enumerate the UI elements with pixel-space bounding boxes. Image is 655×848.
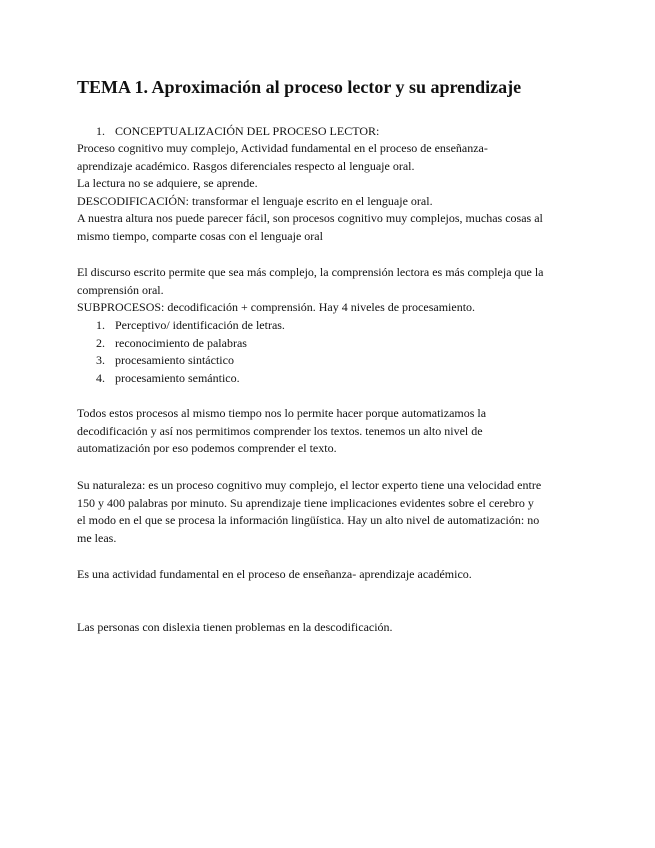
- paragraph-line: el modo en el que se procesa la información lingüística. Hay un alto nivel de automatización: no: [77, 513, 540, 527]
- section-heading-row: [77, 123, 582, 141]
- list-item-label: procesamiento semántico.: [115, 370, 240, 385]
- paragraph-line: El discurso escrito permite que sea más complejo, la comprensión lectora es más compleja que la: [77, 265, 544, 279]
- paragraph-2: [77, 264, 582, 317]
- paragraph-line: mismo tiempo, comparte cosas con el lenguaje oral: [77, 228, 323, 243]
- list-item-label: Perceptivo/ identificación de letras.: [115, 318, 285, 332]
- paragraph-line: automatización por eso podemos comprender el texto.: [77, 441, 337, 455]
- paragraph-1: [77, 140, 582, 245]
- paragraph-6: [77, 619, 582, 637]
- paragraph-line: Proceso cognitivo muy complejo, Actividad fundamental en el proceso de enseñanza-: [77, 141, 488, 155]
- list-item-number: 4.: [96, 370, 105, 385]
- paragraph-3: [77, 405, 582, 458]
- list-item: [77, 370, 582, 388]
- paragraph-line: me leas.: [77, 530, 117, 545]
- paragraph-line: Todos estos procesos al mismo tiempo nos lo permite hacer porque automatizamos la: [77, 406, 487, 420]
- levels-list: [77, 317, 582, 387]
- paragraph-line: A nuestra altura nos puede parecer fácil, son procesos cognitivo muy complejos, muchas cosas al: [77, 211, 543, 225]
- list-item-number: 2.: [96, 335, 105, 350]
- paragraph-line: comprensión oral.: [77, 282, 164, 297]
- section-title: CONCEPTUALIZACIÓN DEL PROCESO LECTOR:: [115, 124, 380, 138]
- list-item-label: procesamiento sintáctico: [115, 353, 234, 367]
- paragraph-line: Las personas con dislexia tienen problemas en la descodificación.: [77, 620, 393, 634]
- list-item: [77, 335, 582, 353]
- list-item-number: 3.: [96, 353, 105, 367]
- paragraph-line: aprendizaje académico. Rasgos diferenciales respecto al lenguaje oral.: [77, 158, 415, 173]
- list-item: [77, 352, 582, 370]
- paragraph-4: [77, 477, 582, 547]
- paragraph-line: DESCODIFICACIÓN: transformar el lenguaje escrito en el lenguaje oral.: [77, 193, 433, 208]
- paragraph-line: SUBPROCESOS: decodificación + comprensión. Hay 4 niveles de procesamiento.: [77, 300, 476, 314]
- paragraph-line: Es una actividad fundamental en el proceso de enseñanza- aprendizaje académico.: [77, 567, 472, 581]
- section-heading: [77, 123, 582, 141]
- section-number: 1.: [96, 124, 105, 138]
- paragraph-line: La lectura no se adquiere, se aprende.: [77, 176, 258, 190]
- list-item-number: 1.: [96, 318, 105, 332]
- paragraph-line: Su naturaleza: es un proceso cognitivo muy complejo, el lector experto tiene una velocidad entre: [77, 478, 542, 492]
- page-title: TEMA 1. Aproximación al proceso lector y su aprendizaje: [77, 77, 522, 97]
- paragraph-5: [77, 566, 582, 584]
- list-item: [77, 317, 582, 335]
- list-item-label: reconocimiento de palabras: [115, 335, 247, 350]
- paragraph-line: decodificación y así nos permitimos comprender los textos. tenemos un alto nivel de: [77, 423, 483, 438]
- paragraph-line: 150 y 400 palabras por minuto. Su aprendizaje tiene implicaciones evidentes sobre el cerebro y: [77, 495, 534, 510]
